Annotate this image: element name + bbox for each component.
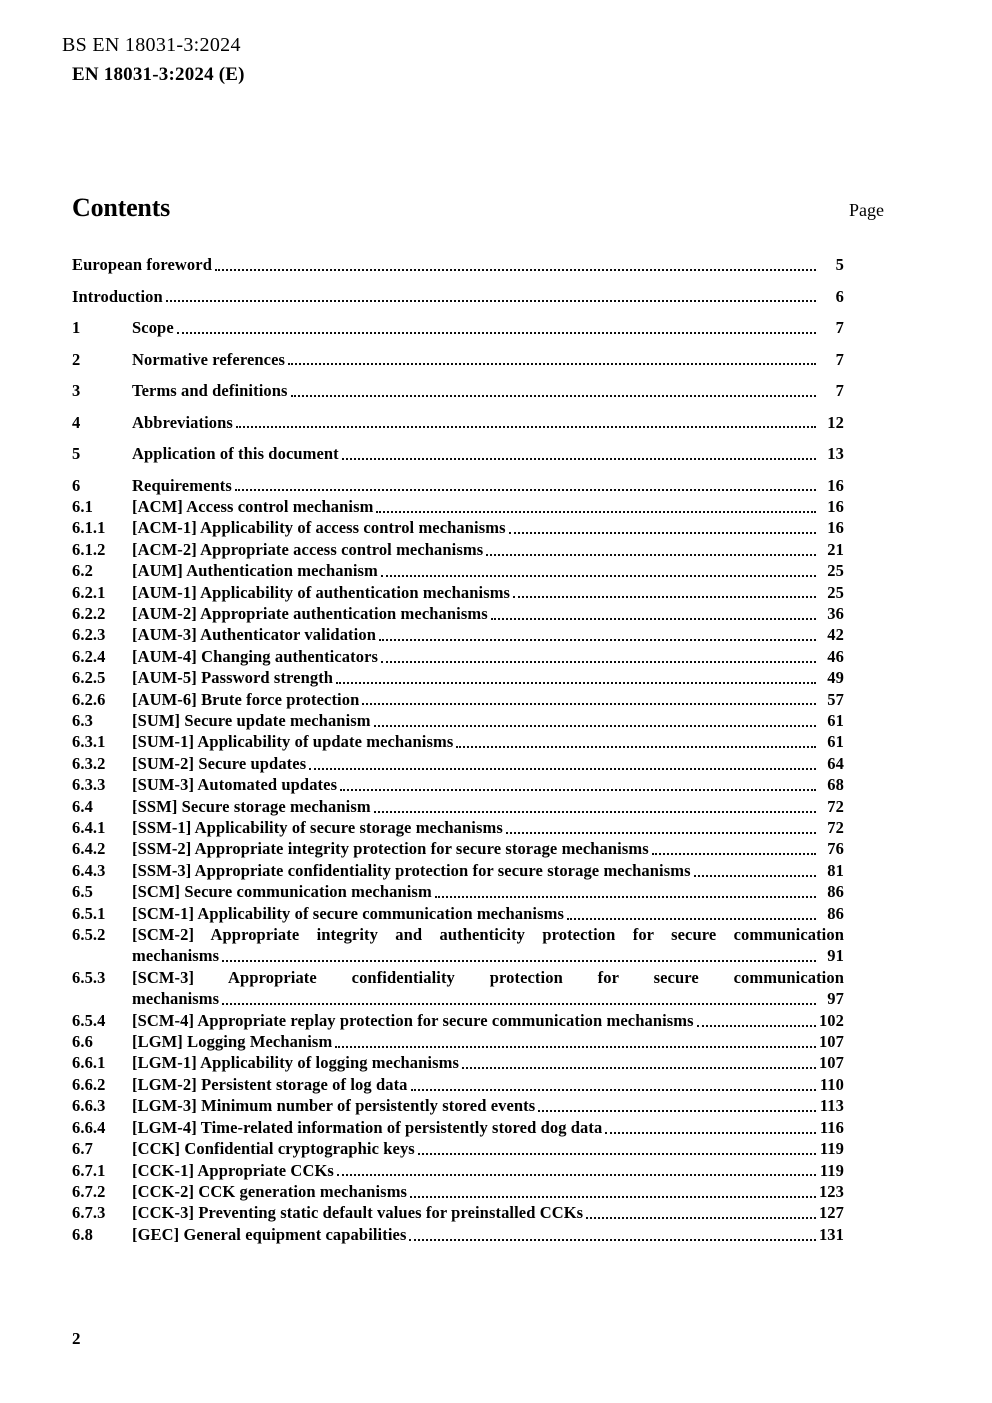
toc-entry-page: 13 [827,444,844,463]
toc-entry[interactable] [72,860,844,881]
toc-entry[interactable] [72,1074,844,1095]
toc-entry-body [132,796,844,817]
toc-entry-body [132,349,844,370]
toc-entry-number: 6.5.2 [72,925,106,945]
toc-entry[interactable] [72,1202,844,1223]
toc-entry-line [132,667,844,688]
toc-entry-body [132,380,844,401]
dot-leader [235,489,816,491]
toc-entry-title: [SCM] Secure communication mechanism [132,882,432,902]
toc-entry-number: 5 [72,444,81,463]
toc-entry-title: [AUM-4] Changing authenticators [132,646,379,666]
toc-entry-body [132,1031,844,1052]
toc-entry-page: 68 [827,775,844,795]
toc-entry-number: 6.5.3 [72,967,106,987]
toc-entry-body [132,753,844,774]
toc-entry[interactable] [72,317,844,338]
dot-leader [337,1174,816,1176]
toc-entry-line [132,1181,844,1202]
toc-entry-number: 4 [72,412,81,432]
dot-leader [177,332,816,334]
toc-entry-page: 86 [827,903,844,923]
dot-leader [462,1067,816,1069]
toc-entry[interactable] [72,1052,844,1073]
toc-entry-line [132,1117,844,1138]
toc-entry-page: 116 [819,1117,844,1137]
toc-entry-title: Introduction [72,286,163,306]
dot-leader [411,1089,816,1091]
toc-entry-body [132,924,844,967]
toc-entry[interactable] [72,1224,844,1245]
toc-entry[interactable] [72,539,844,560]
toc-entry-title: Requirements [132,475,232,495]
toc-entry-body [132,539,844,560]
toc-entry[interactable] [72,603,844,624]
dot-leader [697,1025,816,1027]
toc-entry-number: 6.2.6 [72,689,106,709]
toc-entry-number: 6.7.2 [72,1181,106,1201]
toc-entry-number: 6.6.3 [72,1096,106,1116]
toc-entry[interactable] [72,1117,844,1138]
toc-entry-title: European foreword [72,255,212,274]
toc-entry-page: 42 [827,625,844,645]
toc-entry-number: 6.2.1 [72,582,106,602]
toc-entry[interactable] [72,1031,844,1052]
toc-entry[interactable] [72,967,844,1010]
toc-entry-page: 61 [827,710,844,730]
dot-leader [288,363,816,365]
toc-entry-title: [LGM-1] Applicability of logging mechanisms [132,1053,459,1073]
toc-entry-number: 6.7.3 [72,1203,106,1223]
dot-leader [435,896,816,898]
toc-entry-page: 110 [819,1074,844,1094]
toc-entry-title: [SSM] Secure storage mechanism [132,796,371,816]
page-column-label: Page [849,200,884,220]
toc-entry-number: 6.3.1 [72,732,106,752]
toc-entry-page: 81 [827,860,844,880]
toc-entry-title: [AUM] Authentication mechanism [132,561,378,581]
dot-leader [410,1196,816,1198]
toc-entry-line [132,380,844,401]
toc-entry-line [132,817,844,838]
toc-entry-title: [SUM] Secure update mechanism [132,710,371,730]
toc-entry-body [132,1052,844,1073]
toc-entry-body [132,860,844,881]
toc-entry-line [132,1052,844,1073]
dot-leader [491,618,816,620]
dot-leader [538,1110,816,1112]
toc-entry-line [132,560,844,581]
toc-entry-title: [ACM] Access control mechanism [132,496,374,516]
toc-entry[interactable] [72,1010,844,1031]
toc-entry-number: 2 [72,349,81,369]
toc-entry-line [132,881,844,902]
toc-entry-line [132,475,844,496]
toc-entry-line [132,1031,844,1052]
toc-entry-body [132,967,844,1010]
toc-entry-body [132,903,844,924]
toc-entry-title: [AUM-3] Authenticator validation [132,625,376,645]
dot-leader [418,1153,816,1155]
standard-reference-bs: BS EN 18031-3:2024 [62,34,241,56]
toc-entry-body [132,1202,844,1223]
toc-entry-body [132,1160,844,1181]
document-header [62,34,245,85]
toc-entry-line [132,349,844,370]
contents-heading-row [72,193,884,223]
toc-entry-title-first-line: [SCM-3] Appropriate confidentiality protection for secure communication [132,967,844,987]
toc-entry-title: [CCK-1] Appropriate CCKs [132,1160,334,1180]
dot-leader [362,703,816,705]
toc-entry-page: 131 [818,1224,844,1244]
toc-entry-number: 6.3 [72,710,93,730]
dot-leader [374,725,816,727]
toc-entry-line [72,286,844,307]
toc-entry-number: 6 [72,475,81,495]
dot-leader [309,768,816,770]
toc-entry[interactable] [72,903,844,924]
toc-entry-line [132,860,844,881]
toc-entry-page: 7 [835,381,844,400]
dot-leader [506,832,816,834]
toc-entry-line [132,731,844,752]
toc-entry-title: Abbreviations [132,412,233,432]
toc-entry[interactable] [72,1181,844,1202]
toc-entry-page: 76 [827,839,844,859]
standard-reference-en: EN 18031-3:2024 (E) [72,64,245,85]
dot-leader [694,875,816,877]
toc-entry-line [132,796,844,817]
toc-entry[interactable] [72,838,844,859]
toc-entry-page: 64 [827,753,844,773]
toc-entry-title: [SUM-1] Applicability of update mechanisms [132,732,454,752]
toc-entry-line [132,838,844,859]
toc-entry-title: Application of this document [132,444,339,463]
toc-entry-page: 16 [827,518,844,538]
toc-entry-body [132,838,844,859]
toc-entry-line [132,774,844,795]
dot-leader [586,1217,816,1219]
toc-entry-page: 119 [819,1139,844,1159]
toc-entry-body [132,1181,844,1202]
toc-entry-page: 12 [827,412,844,432]
toc-entry-line [132,603,844,624]
table-of-contents [72,254,844,1245]
toc-entry-body [132,517,844,538]
toc-entry-line [132,517,844,538]
toc-entry-page: 123 [818,1181,844,1201]
toc-entry-body [132,731,844,752]
dot-leader [381,575,816,577]
toc-entry-line [132,496,844,517]
toc-entry[interactable] [72,582,844,603]
dot-leader [409,1239,816,1241]
dot-leader [291,395,816,397]
toc-entry-body [132,475,844,496]
dot-leader [222,1003,816,1005]
toc-entry-body [132,646,844,667]
toc-entry-number: 6.2 [72,561,93,581]
toc-entry-page: 72 [827,796,844,816]
toc-entry-number: 6.4.2 [72,839,106,859]
toc-entry-number: 6.4.1 [72,818,106,837]
toc-entry[interactable] [72,443,844,464]
dot-leader [376,511,816,513]
toc-entry-number: 6.5 [72,882,93,902]
toc-entry-page: 57 [827,689,844,709]
dot-leader [486,554,816,556]
toc-entry-number: 6.2.4 [72,646,106,666]
toc-entry-title: [GEC] General equipment capabilities [132,1224,407,1244]
toc-entry-title: [LGM] Logging Mechanism [132,1032,333,1052]
toc-entry[interactable] [72,689,844,710]
toc-entry-line [132,988,844,1009]
toc-entry-page: 36 [827,603,844,623]
toc-entry-number: 6.2.5 [72,668,106,688]
toc-entry-number: 6.3.2 [72,753,106,773]
toc-entry[interactable] [72,924,844,967]
toc-entry-title: mechanisms [132,946,220,966]
toc-entry-page: 97 [827,989,844,1009]
toc-entry-number: 6.1 [72,496,93,516]
toc-entry-number: 6.5.1 [72,903,106,923]
dot-leader [340,789,816,791]
toc-entry-number: 1 [72,318,81,337]
toc-entry-body [72,254,844,275]
toc-entry[interactable] [72,624,844,645]
toc-entry-body [132,496,844,517]
toc-entry-body [132,582,844,603]
toc-entry-body [132,667,844,688]
toc-entry-page: 119 [819,1160,844,1180]
toc-entry-body [132,603,844,624]
toc-entry-page: 25 [827,582,844,602]
toc-entry-line [72,254,844,275]
dot-leader [605,1132,816,1134]
dot-leader [374,811,816,813]
toc-entry-line [132,710,844,731]
toc-entry[interactable] [72,517,844,538]
dot-leader [215,269,816,271]
toc-entry-page: 25 [827,561,844,581]
dot-leader [567,918,816,920]
toc-entry-number: 6.4 [72,796,93,816]
toc-entry-number: 6.7 [72,1139,93,1159]
toc-entry-title: [SCM-4] Appropriate replay protection for secure communication mechanisms [132,1010,694,1030]
toc-entry-body [132,1074,844,1095]
toc-entry-title: [SSM-2] Appropriate integrity protection for secure storage mechanisms [132,839,649,859]
toc-entry-number: 6.2.2 [72,603,106,623]
toc-entry[interactable] [72,1138,844,1159]
dot-leader [652,853,816,855]
toc-entry-number: 6.1.1 [72,518,106,538]
toc-entry-number: 6.6 [72,1032,93,1052]
toc-entry-title: [SUM-2] Secure updates [132,753,307,773]
toc-entry-line [132,753,844,774]
toc-entry-page: 7 [835,318,844,337]
page-number: 2 [72,1329,81,1348]
toc-entry-page: 102 [818,1010,844,1030]
toc-entry-page: 86 [827,882,844,902]
toc-entry-page: 107 [818,1053,844,1073]
toc-entry-body [132,1010,844,1031]
toc-entry-line [132,1160,844,1181]
toc-entry-page: 7 [835,349,844,369]
toc-entry-line [132,582,844,603]
dot-leader [342,458,816,460]
toc-entry-line [132,1074,844,1095]
toc-entry-line [132,1224,844,1245]
toc-entry[interactable] [72,710,844,731]
toc-entry-body [72,286,844,307]
toc-entry-body [132,881,844,902]
toc-entry-page: 127 [818,1203,844,1223]
toc-entry[interactable] [72,560,844,581]
toc-entry[interactable] [72,1160,844,1181]
toc-entry-body [132,624,844,645]
toc-entry-title: [CCK-3] Preventing static default values for preinstalled CCKs [132,1203,584,1223]
toc-entry-page: 61 [827,732,844,752]
toc-entry-line [132,1138,844,1159]
toc-entry-number: 6.6.1 [72,1053,106,1073]
dot-leader [513,596,816,598]
toc-entry-body [132,1138,844,1159]
toc-entry-line [132,624,844,645]
toc-entry-body [132,560,844,581]
toc-entry-page: 5 [835,255,844,274]
toc-entry-title: [CCK-2] CCK generation mechanisms [132,1181,408,1201]
toc-entry-title: [SUM-3] Automated updates [132,775,338,795]
toc-entry-title: [LGM-2] Persistent storage of log data [132,1074,408,1094]
toc-entry-page: 46 [827,646,844,666]
toc-entry[interactable] [72,286,844,307]
toc-entry-title: [AUM-5] Password strength [132,668,334,688]
toc-entry-body [132,1224,844,1245]
toc-entry-number: 6.8 [72,1224,93,1244]
toc-entry-line [132,903,844,924]
toc-entry[interactable] [72,475,844,496]
toc-entry-line [132,412,844,433]
toc-entry-number: 6.5.4 [72,1010,106,1030]
toc-entry-title: [CCK] Confidential cryptographic keys [132,1139,415,1159]
toc-entry-page: 16 [827,496,844,516]
toc-entry-body [132,412,844,433]
toc-entry-page: 6 [835,286,844,306]
toc-entry-page: 107 [818,1032,844,1052]
toc-entry[interactable] [72,1095,844,1116]
toc-entry[interactable] [72,774,844,795]
toc-entry[interactable] [72,796,844,817]
toc-entry-page: 49 [827,668,844,688]
toc-entry-line [132,443,844,464]
toc-entry-page: 113 [819,1096,844,1116]
toc-entry-line [132,539,844,560]
dot-leader [222,960,816,962]
toc-entry-title: [SSM-1] Applicability of secure storage mechanisms [132,818,503,837]
toc-entry-title: Normative references [132,349,286,369]
toc-entry-title: [ACM-1] Applicability of access control mechanisms [132,518,506,538]
toc-entry-title: [AUM-1] Applicability of authentication mechanisms [132,582,511,602]
page-footer [72,1329,81,1349]
toc-entry-body [132,689,844,710]
toc-entry-title: [SCM-1] Applicability of secure communication mechanisms [132,903,564,923]
toc-entry[interactable] [72,380,844,401]
toc-entry-title: Terms and definitions [132,381,288,400]
toc-entry-title: [LGM-3] Minimum number of persistently stored events [132,1096,536,1116]
toc-entry-body [132,443,844,464]
dot-leader [379,639,816,641]
toc-entry[interactable] [72,731,844,752]
toc-entry-number: 6.7.1 [72,1160,106,1180]
toc-entry-title: [ACM-2] Appropriate access control mechanisms [132,539,484,559]
toc-entry-line [132,1202,844,1223]
dot-leader [336,682,816,684]
dot-leader [381,661,816,663]
dot-leader [166,300,816,302]
toc-entry[interactable] [72,753,844,774]
toc-entry-line [132,646,844,667]
toc-entry-body [132,317,844,338]
toc-entry[interactable] [72,667,844,688]
toc-entry-line [132,1095,844,1116]
toc-entry[interactable] [72,349,844,370]
toc-entry-number: 6.1.2 [72,539,106,559]
toc-entry[interactable] [72,646,844,667]
toc-entry[interactable] [72,412,844,433]
toc-entry-title: [AUM-2] Appropriate authentication mechanisms [132,603,488,623]
toc-entry-page: 16 [827,475,844,495]
toc-entry-body [132,774,844,795]
toc-entry-number: 6.6.2 [72,1074,106,1094]
toc-entry-number: 6.3.3 [72,775,106,795]
dot-leader [456,746,816,748]
toc-entry-line [132,317,844,338]
toc-entry-title: [LGM-4] Time-related information of persistently stored dog data [132,1117,603,1137]
toc-entry-title: Scope [132,318,174,337]
toc-entry-number: 6.6.4 [72,1117,106,1137]
toc-entry-body [132,1095,844,1116]
toc-entry-body [132,817,844,838]
toc-entry-number: 3 [72,381,81,400]
toc-entry-title: mechanisms [132,989,220,1009]
toc-entry-body [132,710,844,731]
toc-entry-title-first-line: [SCM-2] Appropriate integrity and authenticity protection for secure communication [132,925,844,945]
toc-entry[interactable] [72,254,844,275]
toc-entry-line [132,1010,844,1031]
toc-entry[interactable] [72,496,844,517]
dot-leader [509,532,816,534]
toc-entry[interactable] [72,881,844,902]
toc-entry-page: 21 [827,539,844,559]
toc-entry-page: 91 [827,946,844,966]
toc-entry[interactable] [72,817,844,838]
contents-title: Contents [72,193,171,222]
toc-entry-title: [SSM-3] Appropriate confidentiality protection for secure storage mechanisms [132,860,691,880]
toc-entry-page: 72 [827,818,844,837]
toc-entry-number: 6.4.3 [72,860,106,880]
toc-entry-body [132,1117,844,1138]
toc-entry-number: 6.2.3 [72,625,106,645]
toc-entry-title: [AUM-6] Brute force protection [132,689,360,709]
dot-leader [335,1046,816,1048]
dot-leader [236,426,816,428]
toc-entry-line [132,945,844,966]
toc-entry-line [132,689,844,710]
